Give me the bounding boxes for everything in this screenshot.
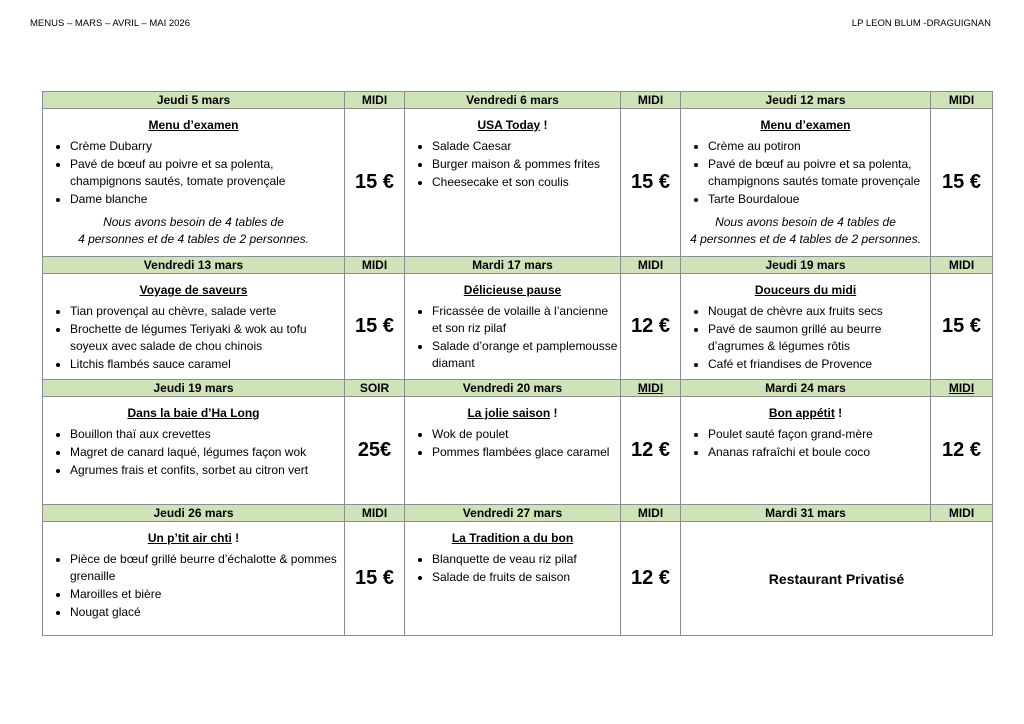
menu-cell xyxy=(43,109,345,257)
dish-item: • Crème Dubarry xyxy=(70,138,344,155)
menu-cell xyxy=(405,522,621,636)
dish-list xyxy=(681,426,930,461)
dish-item: • Pièce de bœuf grillé beurre d’échalotte & pommes grenaille xyxy=(70,551,344,585)
dish-item: • Pavé de saumon grillé au beurre d’agrumes & légumes rôtis xyxy=(708,321,930,355)
service-slot: MIDI xyxy=(931,505,993,522)
menu-title-text: La Tradition a du bon xyxy=(451,531,574,545)
day-header-row xyxy=(43,257,993,274)
menu-title xyxy=(681,283,930,297)
menu-title-text: Dans la baie d’Ha Long xyxy=(127,406,260,420)
menu-title-text: Menu d’examen xyxy=(148,118,239,132)
dish-item: • Tarte Bourdaloue xyxy=(708,191,930,208)
menu-title xyxy=(405,406,620,420)
menu-title-text: Douceurs du midi xyxy=(754,283,857,297)
menu-title xyxy=(405,531,620,545)
menu-cell xyxy=(681,397,931,505)
menu-title-text: Voyage de saveurs xyxy=(139,283,248,297)
menu-title xyxy=(43,118,344,132)
reservation-note-line: 4 personnes et de 4 tables de 2 personnes. xyxy=(78,232,309,246)
day-label: Jeudi 19 mars xyxy=(681,257,931,274)
menu-title xyxy=(681,118,930,132)
service-slot: MIDI xyxy=(621,92,681,109)
day-label: Mardi 24 mars xyxy=(681,380,931,397)
menu-cell xyxy=(43,274,345,380)
menu-title-text: Un p’tit air chti xyxy=(147,531,232,545)
day-label: Vendredi 20 mars xyxy=(405,380,621,397)
menu-title xyxy=(43,531,344,545)
service-slot: MIDI xyxy=(931,380,993,397)
menu-price: 12 € xyxy=(931,397,993,505)
reservation-note-line: Nous avons besoin de 4 tables de xyxy=(715,215,896,229)
dish-item: • Crème au potiron xyxy=(708,138,930,155)
dish-list xyxy=(405,551,620,586)
menu-title xyxy=(43,283,344,297)
menu-title-suffix: ! xyxy=(550,406,558,420)
dish-list xyxy=(43,551,344,621)
day-label: Jeudi 19 mars xyxy=(43,380,345,397)
service-slot: MIDI xyxy=(931,257,993,274)
menu-title xyxy=(405,283,620,297)
dish-list xyxy=(405,303,620,372)
menu-cell xyxy=(405,109,621,257)
reservation-note xyxy=(681,214,930,248)
menu-title-suffix: ! xyxy=(540,118,548,132)
dish-item: • Brochette de légumes Teriyaki & wok au tofu soyeux avec salade de chou chinois xyxy=(70,321,344,355)
dish-item: • Café et friandises de Provence xyxy=(708,356,930,373)
reservation-note xyxy=(43,214,344,248)
day-label: Jeudi 5 mars xyxy=(43,92,345,109)
menu-price: 25€ xyxy=(345,397,405,505)
dish-item: • Blanquette de veau riz pilaf xyxy=(432,551,620,568)
reservation-note-line: Nous avons besoin de 4 tables de xyxy=(103,215,284,229)
menu-title-text: La jolie saison xyxy=(467,406,551,420)
service-slot: MIDI xyxy=(345,92,405,109)
dish-item: • Salade d’orange et pamplemousse diamant xyxy=(432,338,620,372)
reservation-note-line: 4 personnes et de 4 tables de 2 personnes. xyxy=(690,232,921,246)
dish-item: • Pommes flambées glace caramel xyxy=(432,444,620,461)
menu-row xyxy=(43,109,993,257)
menu-row xyxy=(43,397,993,505)
menu-table xyxy=(42,91,993,636)
dish-item: • Litchis flambés sauce caramel xyxy=(70,356,344,373)
menu-price: 15 € xyxy=(345,274,405,380)
day-label: Vendredi 13 mars xyxy=(43,257,345,274)
document-header-right: LP LEON BLUM -DRAGUIGNAN xyxy=(851,18,991,29)
day-label: Vendredi 27 mars xyxy=(405,505,621,522)
service-slot: MIDI xyxy=(931,92,993,109)
menu-cell xyxy=(43,397,345,505)
dish-item: • Burger maison & pommes frites xyxy=(432,156,620,173)
menu-price: 15 € xyxy=(621,109,681,257)
document-header-left: MENUS – MARS – AVRIL – MAI 2026 xyxy=(30,18,190,29)
dish-list xyxy=(681,303,930,373)
service-slot: MIDI xyxy=(621,505,681,522)
menu-price: 12 € xyxy=(621,274,681,380)
menu-price: 15 € xyxy=(931,109,993,257)
menu-cell xyxy=(405,274,621,380)
dish-list xyxy=(405,138,620,191)
menu-title-suffix: ! xyxy=(231,531,240,545)
service-slot: SOIR xyxy=(345,380,405,397)
dish-list xyxy=(43,426,344,479)
dish-item: • Pavé de bœuf au poivre et sa polenta, champignons sautés tomate provençale xyxy=(708,156,930,190)
dish-list xyxy=(405,426,620,461)
dish-item: • Pavé de bœuf au poivre et sa polenta, champignons sautés, tomate provençale xyxy=(70,156,344,190)
service-slot: MIDI xyxy=(621,380,681,397)
dish-item: • Poulet sauté façon grand-mère xyxy=(708,426,930,443)
day-header-row xyxy=(43,380,993,397)
menu-title xyxy=(681,406,930,420)
menu-price: 15 € xyxy=(345,109,405,257)
dish-item: • Bouillon thaï aux crevettes xyxy=(70,426,344,443)
dish-item: • Dame blanche xyxy=(70,191,344,208)
dish-item: • Salade de fruits de saison xyxy=(432,569,620,586)
menu-price: 12 € xyxy=(621,522,681,636)
menu-title-text: Menu d’examen xyxy=(760,118,851,132)
menu-row xyxy=(43,522,993,636)
dish-item: • Cheesecake et son coulis xyxy=(432,174,620,191)
menu-cell xyxy=(681,109,931,257)
day-label: Mardi 17 mars xyxy=(405,257,621,274)
menu-title-text: Bon appétit xyxy=(768,406,835,420)
dish-list xyxy=(43,138,344,208)
menu-title-text: USA Today xyxy=(477,118,541,132)
dish-list xyxy=(681,138,930,208)
dish-item: • Nougat de chèvre aux fruits secs xyxy=(708,303,930,320)
day-header-row xyxy=(43,505,993,522)
dish-item: • Agrumes frais et confits, sorbet au citron vert xyxy=(70,462,344,479)
menu-title xyxy=(405,118,620,132)
menu-title-text: Délicieuse pause xyxy=(463,283,562,297)
private-restaurant-notice: Restaurant Privatisé xyxy=(681,522,993,636)
dish-item: • Ananas rafraîchi et boule coco xyxy=(708,444,930,461)
service-slot: MIDI xyxy=(345,257,405,274)
menu-title-suffix: ! xyxy=(834,406,843,420)
menu-cell xyxy=(405,397,621,505)
menu-price: 12 € xyxy=(621,397,681,505)
menu-row xyxy=(43,274,993,380)
menu-cell xyxy=(43,522,345,636)
day-header-row xyxy=(43,92,993,109)
dish-item: • Nougat glacé xyxy=(70,604,344,621)
dish-item: • Fricassée de volaille à l’ancienne et son riz pilaf xyxy=(432,303,620,337)
dish-item: • Salade Caesar xyxy=(432,138,620,155)
day-label: Jeudi 26 mars xyxy=(43,505,345,522)
dish-item: • Magret de canard laqué, légumes façon wok xyxy=(70,444,344,461)
dish-list xyxy=(43,303,344,373)
service-slot: MIDI xyxy=(345,505,405,522)
day-label: Jeudi 12 mars xyxy=(681,92,931,109)
day-label: Vendredi 6 mars xyxy=(405,92,621,109)
menu-price: 15 € xyxy=(931,274,993,380)
menu-price: 15 € xyxy=(345,522,405,636)
menu-title xyxy=(43,406,344,420)
dish-item: • Tian provençal au chèvre, salade verte xyxy=(70,303,344,320)
menu-cell xyxy=(681,274,931,380)
service-slot: MIDI xyxy=(621,257,681,274)
day-label: Mardi 31 mars xyxy=(681,505,931,522)
dish-item: • Wok de poulet xyxy=(432,426,620,443)
dish-item: • Maroilles et bière xyxy=(70,586,344,603)
